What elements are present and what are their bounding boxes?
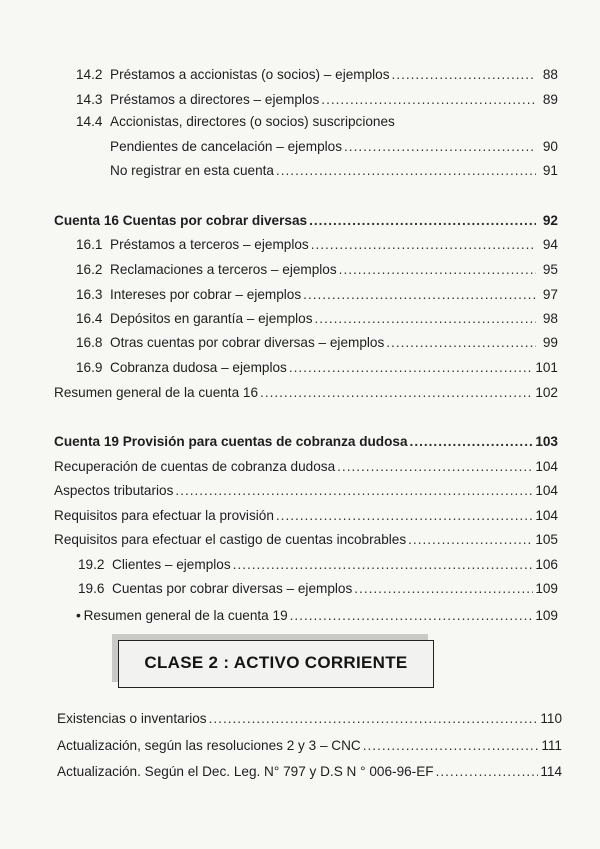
entry-page: 94	[542, 237, 558, 252]
entry-number: 19.6	[78, 581, 105, 596]
entry-page: 110	[540, 711, 562, 726]
toc-entry[interactable]	[57, 710, 562, 728]
dot-leader	[321, 91, 536, 109]
toc-entry[interactable]	[76, 113, 558, 131]
entry-page: 89	[542, 92, 558, 107]
toc-entry[interactable]	[76, 334, 558, 352]
entry-page: 114	[540, 764, 562, 779]
entry-title: Recuperación de cuentas de cobranza dudosa	[54, 459, 336, 474]
toc-entry[interactable]	[110, 162, 558, 180]
entry-title: Préstamos a terceros – ejemplos	[110, 237, 309, 252]
entry-page: 111	[541, 738, 562, 753]
entry-page: 99	[542, 335, 558, 350]
entry-number: 14.2	[76, 67, 103, 82]
toc-entry[interactable]	[54, 458, 558, 476]
entry-page: 106	[535, 557, 558, 572]
entry-page: 102	[535, 385, 558, 400]
entry-number: 16.4	[76, 311, 103, 326]
entry-page: 109	[535, 581, 558, 596]
bullet-icon: •	[76, 607, 81, 623]
dot-leader	[337, 458, 533, 476]
entry-page: 109	[535, 608, 558, 623]
entry-number: 16.8	[76, 335, 103, 350]
class-title: CLASE 2 : ACTIVO CORRIENTE	[144, 653, 408, 672]
entry-page: 103	[535, 434, 558, 449]
dot-leader	[209, 710, 539, 728]
toc-entry[interactable]	[54, 384, 558, 402]
dot-leader	[175, 482, 533, 500]
entry-number: 16.1	[76, 237, 103, 252]
entry-title: Préstamos a accionistas (o socios) – ejemplos	[110, 67, 390, 82]
entry-page: 104	[535, 508, 558, 523]
dot-leader	[354, 580, 533, 598]
dot-leader	[233, 556, 534, 574]
entry-page: 90	[542, 139, 558, 154]
entry-title: Cobranza dudosa – ejemplos	[110, 360, 287, 375]
dot-leader	[276, 507, 533, 525]
toc-section-heading[interactable]	[54, 433, 558, 451]
dot-leader	[315, 310, 536, 328]
dot-leader	[386, 334, 536, 352]
entry-title: Actualización. Según el Dec. Leg. N° 797 y D.S N ° 006-96-EF	[57, 764, 434, 779]
entry-page: 98	[542, 311, 558, 326]
entry-title: Requisitos para efectuar la provisión	[54, 508, 274, 523]
entry-title: Cuentas por cobrar diversas – ejemplos	[112, 581, 353, 596]
entry-page: 91	[542, 163, 558, 178]
entry-title: Reclamaciones a terceros – ejemplos	[110, 262, 337, 277]
toc-entry[interactable]	[76, 606, 558, 625]
dot-leader	[311, 236, 536, 254]
toc-entry[interactable]	[54, 531, 558, 549]
entry-number: 19.2	[78, 557, 105, 572]
entry-title: Pendientes de cancelación – ejemplos	[110, 139, 343, 154]
section-title: Cuenta 19 Provisión para cuentas de cobranza dudosa	[54, 434, 408, 449]
toc-entry[interactable]	[57, 763, 562, 781]
entry-title: Aspectos tributarios	[54, 483, 174, 498]
toc-entry[interactable]	[76, 359, 558, 377]
toc-entry[interactable]	[76, 261, 558, 279]
entry-title: Préstamos a directores – ejemplos	[110, 92, 320, 107]
toc-section-heading[interactable]	[54, 212, 558, 230]
entry-title: Existencias o inventarios	[57, 711, 207, 726]
dot-leader	[344, 138, 536, 156]
toc-entry[interactable]	[76, 66, 558, 84]
dot-leader	[410, 433, 534, 451]
entry-number: 16.2	[76, 262, 103, 277]
dot-leader	[309, 212, 536, 230]
entry-title: Clientes – ejemplos	[112, 557, 231, 572]
entry-page: 105	[535, 532, 558, 547]
entry-number: 14.3	[76, 92, 103, 107]
entry-page: 97	[542, 287, 558, 302]
entry-title: Depósitos en garantía – ejemplos	[110, 311, 313, 326]
entry-page: 101	[535, 360, 558, 375]
entry-title: Accionistas, directores (o socios) suscripciones	[110, 114, 395, 129]
toc-entry[interactable]	[76, 91, 558, 109]
toc-entry[interactable]	[76, 236, 558, 254]
dot-leader	[339, 261, 536, 279]
dot-leader	[363, 737, 540, 755]
entry-page: 92	[542, 213, 558, 228]
entry-title: Actualización, según las resoluciones 2 y 3 – CNC	[57, 738, 361, 753]
toc-entry[interactable]	[78, 556, 558, 574]
entry-title: Intereses por cobrar – ejemplos	[110, 287, 302, 302]
entry-page: 88	[542, 67, 558, 82]
dot-leader	[260, 384, 533, 402]
entry-page: 95	[542, 262, 558, 277]
dot-leader	[276, 162, 536, 180]
dot-leader	[436, 763, 539, 781]
toc-entry[interactable]	[76, 286, 558, 304]
dot-leader	[408, 531, 533, 549]
toc-entry[interactable]	[110, 138, 558, 156]
entry-page: 104	[535, 459, 558, 474]
entry-number: 16.9	[76, 360, 103, 375]
entry-title: Otras cuentas por cobrar diversas – ejemplos	[110, 335, 385, 350]
toc-entry[interactable]	[54, 507, 558, 525]
toc-entry[interactable]	[78, 580, 558, 598]
entry-title: No registrar en esta cuenta	[110, 163, 274, 178]
dot-leader	[303, 286, 536, 304]
dot-leader	[290, 607, 534, 625]
section-title: Cuenta 16 Cuentas por cobrar diversas	[54, 213, 308, 228]
entry-title: Requisitos para efectuar el castigo de cuentas incobrables	[54, 532, 407, 547]
toc-entry[interactable]	[54, 482, 558, 500]
entry-number: 16.3	[76, 287, 103, 302]
entry-title: Resumen general de la cuenta 19	[83, 608, 288, 623]
entry-page: 104	[535, 483, 558, 498]
class-banner	[118, 640, 434, 688]
toc-entry[interactable]	[57, 737, 562, 755]
toc-entry[interactable]	[76, 310, 558, 328]
dot-leader	[392, 66, 536, 84]
entry-title: Resumen general de la cuenta 16	[54, 385, 259, 400]
dot-leader	[289, 359, 533, 377]
entry-number: 14.4	[76, 114, 103, 129]
